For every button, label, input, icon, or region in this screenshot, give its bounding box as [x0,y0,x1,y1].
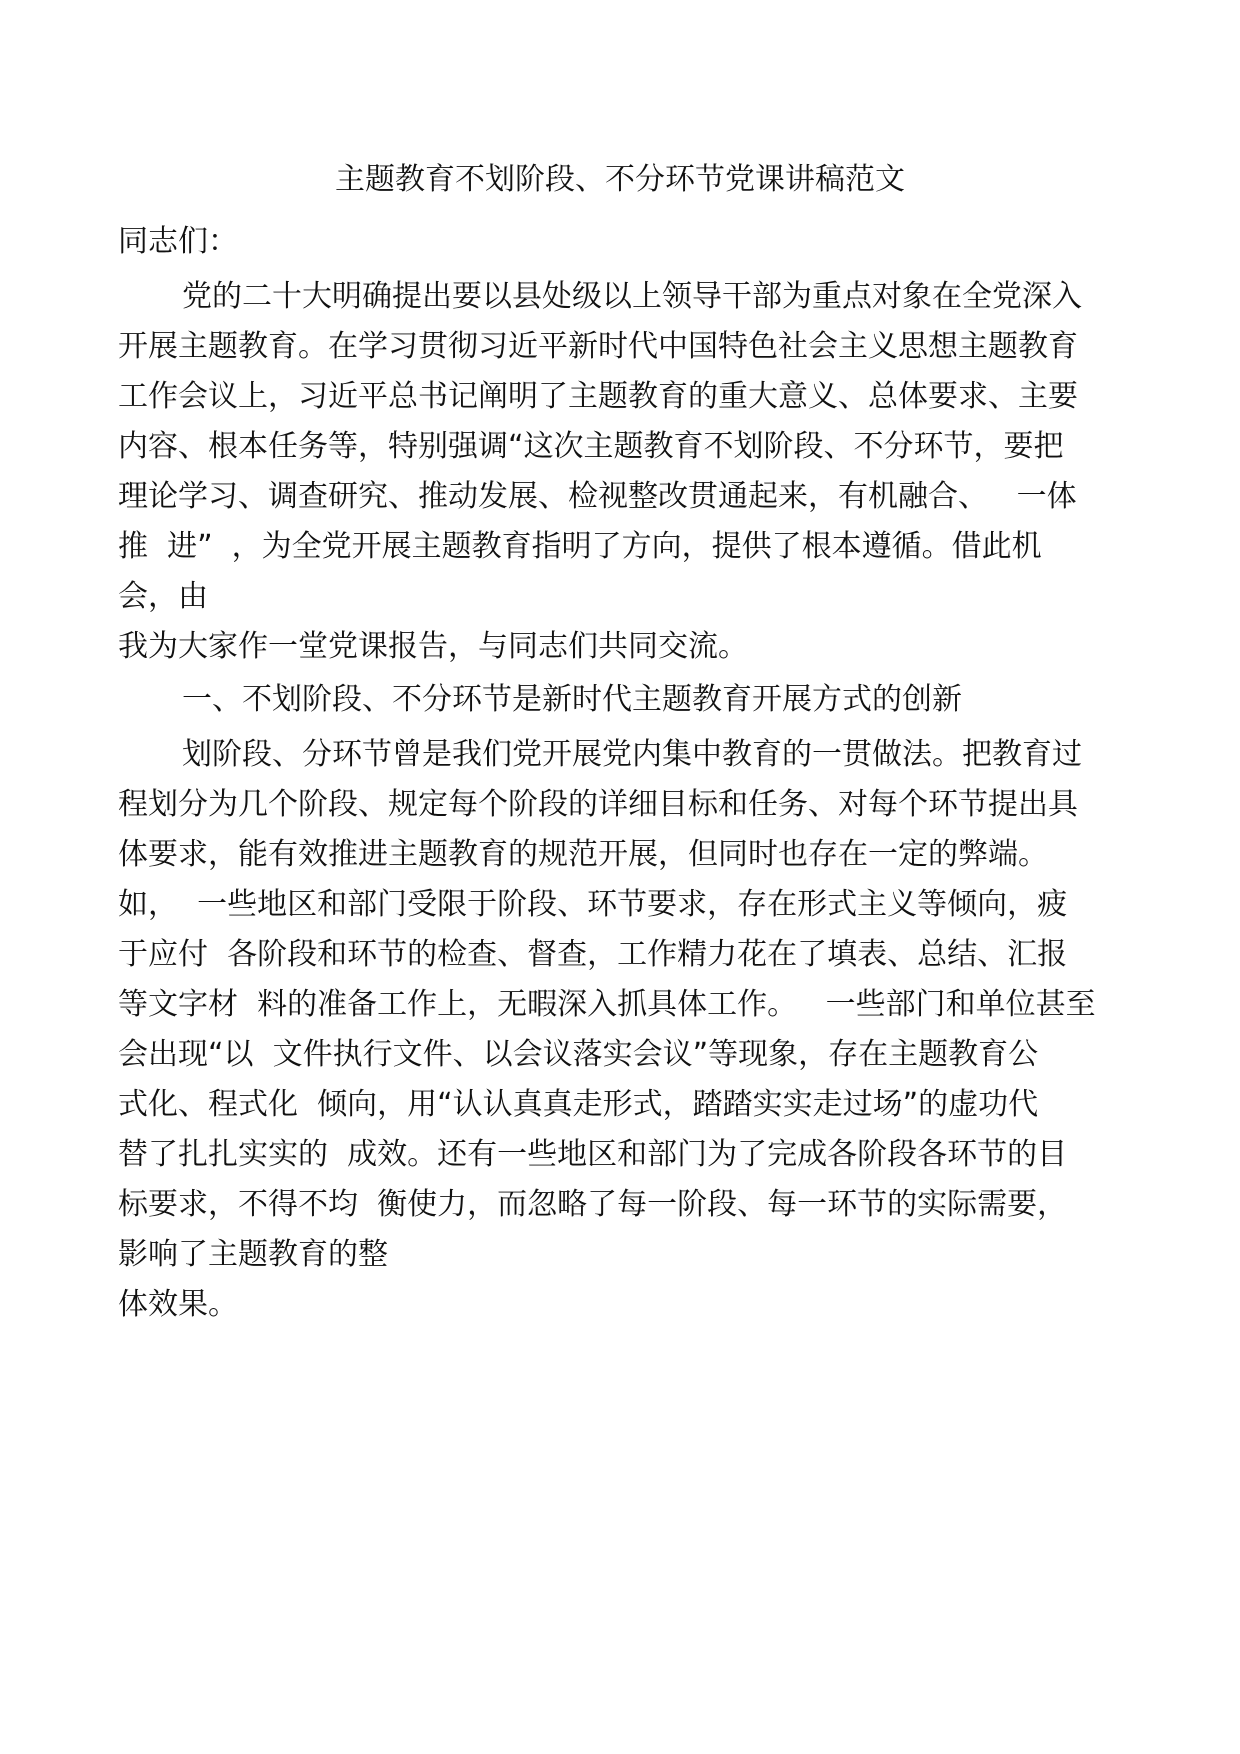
paragraph-line: 工作会议上，习近平总书记阐明了主题教育的重大意义、总体要求、主要 [118,379,1078,414]
paragraph-line: 替了扎扎实实的 成效。还有一些地区和部门为了完成各阶段各环节的目 [118,1137,1068,1172]
paragraph-line: 影响了主题教育的整 [118,1237,388,1272]
paragraph-line: 会出现“以 文件执行文件、以会议落实会议”等现象，存在主题教育公 [118,1037,1039,1072]
paragraph-line: 划阶段、分环节曾是我们党开展党内集中教育的一贯做法。把教育过 [182,737,1082,772]
paragraph-line: 于应付 各阶段和环节的检查、督查，工作精力花在了填表、总结、汇报 [118,937,1068,972]
paragraph-line: 会，由 [118,579,208,614]
salutation: 同志们： [118,224,238,259]
paragraph-line: 党的二十大明确提出要以县处级以上领导干部为重点对象在全党深入 [182,279,1082,314]
paragraph-line: 等文字材 料的准备工作上，无暇深入抓具体工作。 一些部门和单位甚至 [118,987,1096,1022]
paragraph-line: 体要求，能有效推进主题教育的规范开展，但同时也存在一定的弊端。 [118,837,1048,872]
paragraph-line: 程划分为几个阶段、规定每个阶段的详细目标和任务、对每个环节提出具 [118,787,1078,822]
paragraph-line: 我为大家作一堂党课报告，与同志们共同交流。 [118,629,748,664]
paragraph-line: 内容、根本任务等，特别强调“这次主题教育不划阶段、不分环节，要把 [118,429,1064,464]
paragraph-line: 标要求，不得不均 衡使力，而忽略了每一阶段、每一环节的实际需要， [118,1187,1068,1222]
section-heading: 一、不划阶段、不分环节是新时代主题教育开展方式的创新 [182,682,962,717]
paragraph-line: 理论学习、调查研究、推动发展、检视整改贯通起来，有机融合、 一体 [118,479,1077,514]
paragraph-line: 开展主题教育。在学习贯彻习近平新时代中国特色社会主义思想主题教育 [118,329,1078,364]
paragraph-line: 式化、程式化 倾向，用“认认真真走形式，踏踏实实走过场”的虚功代 [118,1087,1039,1122]
paragraph-line: 如， 一些地区和部门受限于阶段、环节要求，存在形式主义等倾向，疲 [118,887,1068,922]
paragraph-line: 推 进” ，为全党开展主题教育指明了方向，提供了根本遵循。借此机 [118,529,1042,564]
paragraph-line: 体效果。 [118,1287,238,1322]
document-title: 主题教育不划阶段、不分环节党课讲稿范文 [335,162,905,197]
